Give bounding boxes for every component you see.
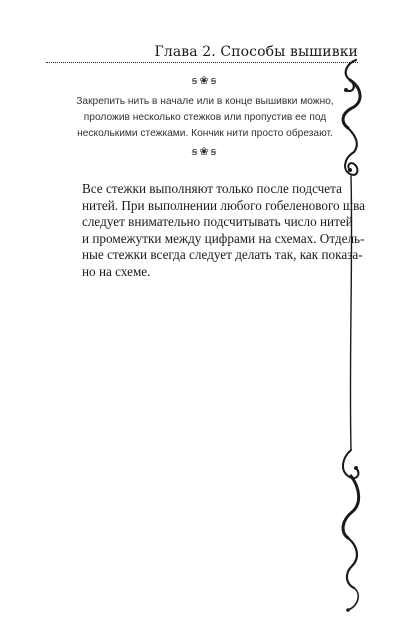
header-dotted-rule xyxy=(46,62,358,63)
floral-ornament-icon: ꞩ❀ꞩ xyxy=(191,74,219,87)
note-line: несколькими стежками. Кончик нити просто обрезают. xyxy=(77,128,333,139)
note-line: проложив несколько стежков или пропустив ее под xyxy=(83,112,327,123)
body-line: нитей. При выполнении любого гобеленового шва xyxy=(82,197,365,213)
body-line: но на схеме. xyxy=(82,263,151,279)
body-line: Все стежки выполняют только после подсчета xyxy=(82,181,342,196)
floral-ornament-icon: ꞩ❀ꞩ xyxy=(191,145,219,158)
body-paragraph xyxy=(82,181,365,281)
body-line: ные стежки всегда следует делать так, как показа- xyxy=(82,247,363,263)
body-line: и промежутки между цифрами на схемах. Отдель- xyxy=(82,230,365,246)
note-line: Закрепить нить в начале или в конце вышивки можно, xyxy=(76,96,334,107)
note-box xyxy=(40,94,370,142)
body-line: следует внимательно подсчитывать число нитей xyxy=(82,214,353,230)
chapter-header: Глава 2. Способы вышивки xyxy=(154,44,358,60)
decorative-scroll-icon xyxy=(334,58,368,618)
